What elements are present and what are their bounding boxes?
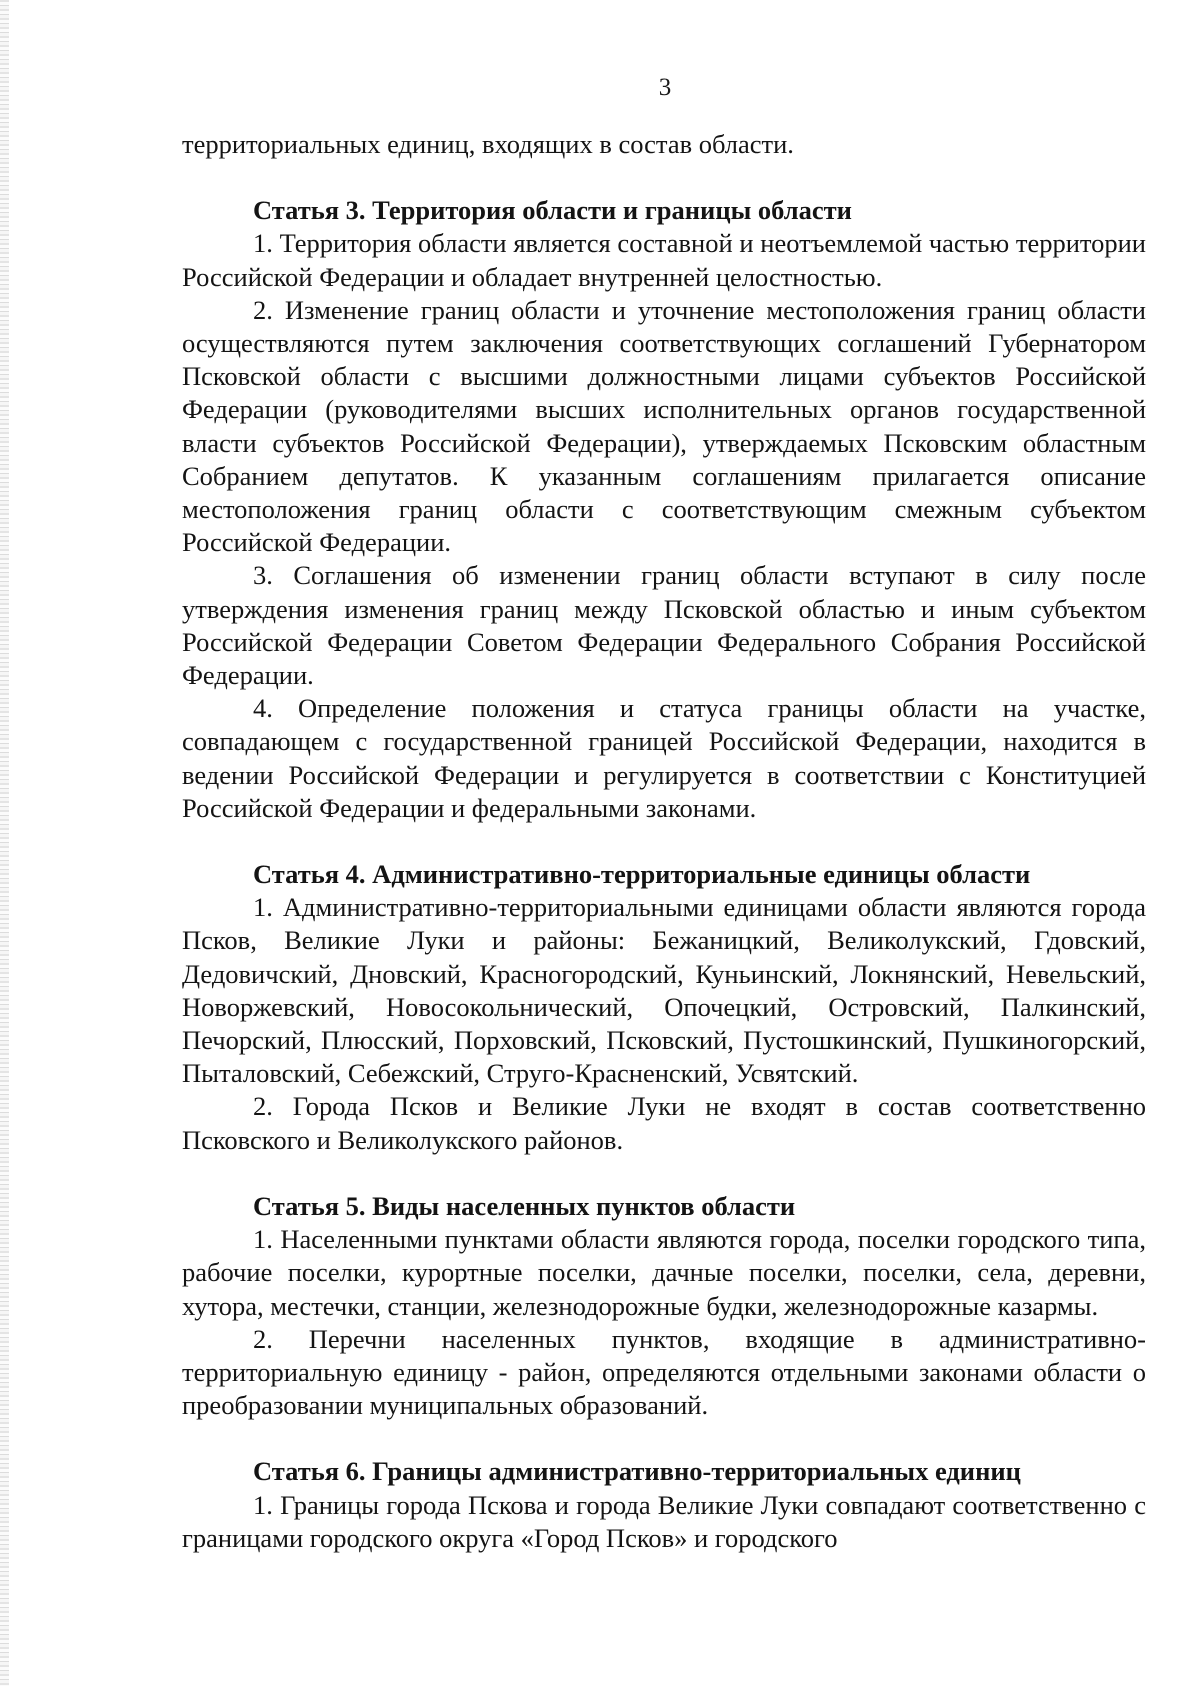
article-6-title: Статья 6. Границы административно-территориальных единиц bbox=[253, 1456, 1021, 1487]
article-6 bbox=[182, 1455, 1146, 1555]
page-number: 3 bbox=[658, 74, 672, 101]
article-3-paragraph-1: 1. Территория области является составной и неотъемлемой частью территории Российской Федерации и обладает внутренней целостностью. bbox=[182, 228, 1146, 292]
article-4-paragraph-2: 2. Города Псков и Великие Луки не входят в состав соответственно Псковского и Великолукского районов. bbox=[182, 1091, 1146, 1155]
scan-edge-artifact bbox=[0, 0, 9, 1686]
article-4 bbox=[182, 858, 1146, 1157]
article-5-paragraph-1: 1. Населенными пунктами области являются города, поселки городского типа, рабочие поселки, курортные поселки, дачные поселки, поселки, села, деревни, хутора, местечки, станции, железнодорожные будки, железнодорожные казармы. bbox=[182, 1224, 1146, 1321]
article-4-title: Статья 4. Административно-территориальные единицы области bbox=[253, 859, 1031, 890]
article-5-paragraph-2: 2. Перечни населенных пунктов, входящие в административно-территориальную единицу - район, определяются отдельными законами области о преобразовании муниципальных образований. bbox=[182, 1323, 1146, 1421]
intro-line: территориальных единиц, входящих в состав области. bbox=[182, 129, 794, 159]
article-3-paragraph-3: 3. Соглашения об изменении границ области вступают в силу после утверждения изменения границ между Псковской областью и иным субъектом Российской Федерации Советом Федерации Федерального Собрания Российской Федерации. bbox=[182, 560, 1146, 691]
article-3-title: Статья 3. Территория области и границы области bbox=[253, 195, 852, 226]
article-6-paragraph-1: 1. Границы города Пскова и города Великие Луки совпадают соответственно с границами городского округа «Город Псков» и городского bbox=[182, 1489, 1146, 1553]
article-3-paragraph-2: 2. Изменение границ области и уточнение местоположения границ области осуществляются путем заключения соответствующих соглашений Губернатором Псковской области с высшими должностными лицами субъектов Российской Федерации (руководителями высших исполнительных органов государственной власти субъектов Российской Федерации), утверждаемых Псковским областным Собранием депутатов. К указанным соглашениям прилагается описание местоположения границ области с соответствующим смежным субъектом Российской Федерации. bbox=[182, 294, 1146, 558]
article-3 bbox=[182, 194, 1146, 825]
article-5 bbox=[182, 1190, 1146, 1422]
article-5-title: Статья 5. Виды населенных пунктов области bbox=[253, 1190, 796, 1221]
article-3-paragraph-4: 4. Определение положения и статуса границы области на участке, совпадающем с государственной границей Российской Федерации, находится в ведении Российской Федерации и регулируется в соответствии с Конституцией Российской Федерации и федеральными законами. bbox=[182, 693, 1146, 823]
document-body bbox=[182, 128, 1146, 1555]
article-4-paragraph-1: 1. Административно-территориальными единицами области являются города Псков, Великие Луки и районы: Бежаницкий, Великолукский, Гдовский, Дедовичский, Дновский, Красногородский, Куньинский, Локнянский, Невельский, Новоржевский, Новосокольнический, Опочецкий, Островский, Палкинский, Печорский, Плюсский, Порховский, Псковский, Пустошкинский, Пушкиногорский, Пыталовский, Себежский, Струго-Красненский, Усвятский. bbox=[182, 892, 1146, 1089]
